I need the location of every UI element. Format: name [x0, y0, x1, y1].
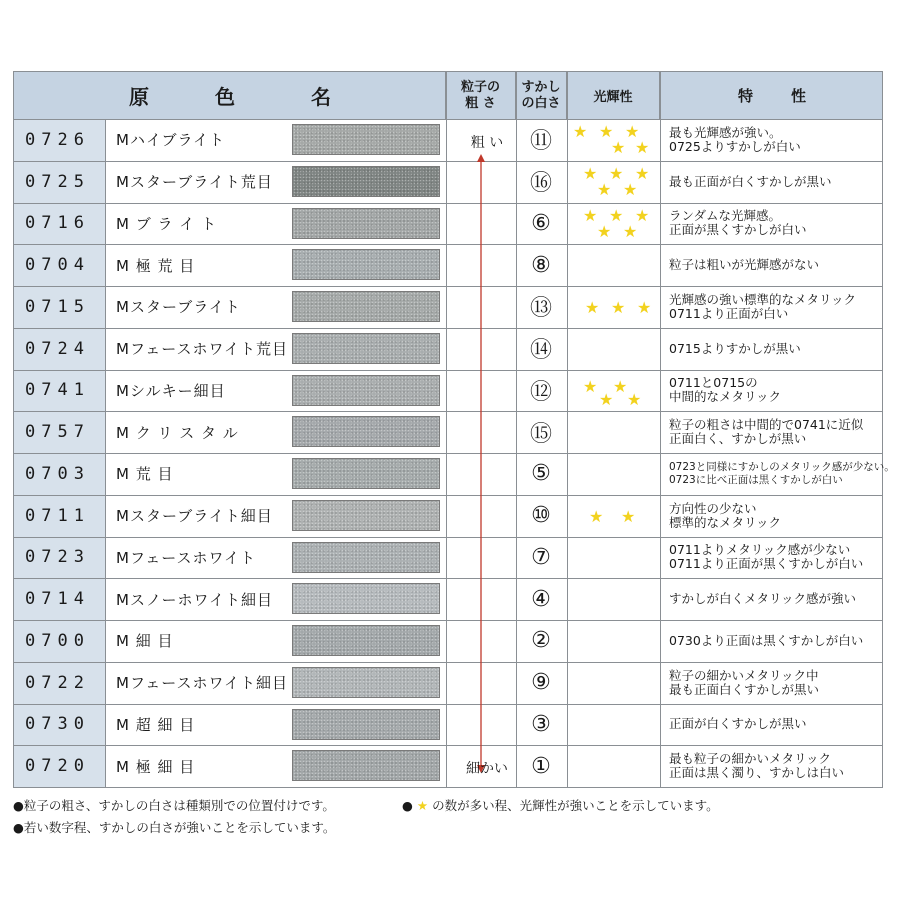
trait-line: 0711より正面が黒くすかしが白い	[669, 556, 864, 572]
sukashi-rank: ⑪	[529, 129, 552, 155]
star-icon: ★	[609, 163, 624, 183]
color-swatch	[292, 583, 440, 614]
brilliance-stars	[567, 203, 661, 245]
color-swatch	[292, 500, 440, 531]
brilliance-stars	[567, 704, 661, 746]
header-name-char: 名	[311, 85, 331, 109]
row-divider	[14, 578, 882, 579]
table-row	[14, 411, 882, 453]
star-icon: ★	[635, 163, 650, 183]
color-code: 0725	[14, 161, 106, 203]
color-code: 0703	[14, 453, 106, 495]
footnote-3-text: の数が多い程、光輝性が強いことを示しています。	[432, 798, 719, 813]
brilliance-stars	[567, 495, 661, 537]
color-name: M 細 目	[116, 632, 174, 651]
color-name: M 荒 目	[116, 465, 174, 484]
color-name: Mフェースホワイト細目	[116, 674, 288, 693]
column-divider	[446, 72, 447, 787]
star-icon: ★	[599, 389, 614, 409]
color-name: M 超 細 目	[116, 715, 196, 734]
header-particle	[446, 72, 516, 119]
color-swatch	[292, 458, 440, 489]
row-divider	[14, 203, 882, 204]
table-row	[14, 662, 882, 704]
sukashi-rank: ⑩	[531, 503, 551, 529]
trait-line: 正面が黒くすかしが白い	[669, 222, 807, 238]
table-row	[14, 578, 882, 620]
color-name: Mスターブライト荒目	[116, 173, 273, 192]
table-row	[14, 119, 882, 161]
star-icon: ★	[597, 179, 612, 199]
trait-line: 0723に比べ正面は黒くすかしが白い	[669, 473, 843, 486]
trait-line: 光輝感の強い標準的なメタリック	[669, 291, 857, 307]
header-brilliance-label: 光輝性	[593, 90, 633, 105]
trait-text	[669, 161, 883, 203]
trait-text	[669, 453, 895, 495]
color-code: 0757	[14, 411, 106, 453]
star-icon: ★	[583, 376, 598, 396]
trait-line: 粒子の細かいメタリック中	[669, 667, 819, 683]
sukashi-rank: ⑥	[531, 210, 551, 236]
star-icon: ★	[585, 298, 600, 317]
row-divider	[14, 620, 882, 621]
trait-line: 0711より正面が白い	[669, 305, 789, 321]
table-row	[14, 495, 882, 537]
table-row	[14, 453, 895, 495]
table-row	[14, 328, 882, 370]
sukashi-rank: ⑤	[531, 461, 551, 487]
brilliance-stars	[567, 411, 661, 453]
star-icon: ★	[627, 389, 642, 409]
color-name: M ク リ ス タ ル	[116, 423, 239, 442]
color-code: 0723	[14, 537, 106, 579]
footnote-2: ●若い数字程、すかしの白さが強いことを示しています。	[13, 820, 336, 835]
trait-text	[669, 620, 883, 662]
trait-line: 正面は黒く濁り、すかしは白い	[669, 765, 845, 781]
trait-line: 方向性の少ない	[669, 500, 757, 516]
row-divider	[14, 704, 882, 705]
trait-text	[669, 203, 883, 245]
sukashi-rank: ⑧	[531, 252, 551, 278]
table-row	[14, 286, 882, 328]
star-icon: ★	[583, 163, 598, 183]
header-name-char: 色	[215, 85, 235, 109]
color-swatch	[292, 291, 440, 322]
sukashi-rank: ⑦	[531, 544, 551, 570]
trait-text	[669, 411, 883, 453]
color-swatch	[292, 249, 440, 280]
color-code: 0724	[14, 328, 106, 370]
star-icon: ★	[599, 122, 614, 141]
trait-text	[669, 119, 883, 161]
color-code: 0720	[14, 745, 106, 787]
brilliance-stars	[567, 453, 661, 495]
brilliance-stars	[567, 620, 661, 662]
trait-line: 0711よりメタリック感が少ない	[669, 542, 851, 558]
sukashi-rank: ⑭	[529, 338, 552, 364]
trait-line: 最も粒子の細かいメタリック	[669, 751, 832, 767]
footnote-1: ●粒子の粗さ、すかしの白さは種類別での位置付けです。	[13, 798, 335, 813]
trait-line: 最も正面が白くすかしが黒い	[669, 173, 832, 189]
trait-line: 0730より正面は黒くすかしが白い	[669, 632, 864, 648]
trait-text	[669, 286, 883, 328]
row-divider	[14, 495, 882, 496]
brilliance-stars	[567, 119, 661, 161]
brilliance-stars	[567, 662, 661, 704]
brilliance-stars	[567, 161, 661, 203]
header-particle-line: 粗 さ	[465, 95, 496, 111]
table-row	[14, 745, 882, 787]
trait-line: ランダムな光輝感。	[669, 208, 782, 224]
color-name: Mハイブライト	[116, 131, 226, 150]
brilliance-stars	[567, 328, 661, 370]
sukashi-rank: ⑫	[529, 379, 552, 405]
sukashi-rank: ⑨	[531, 670, 551, 696]
header-sukashi-line: すかし	[521, 79, 561, 95]
sukashi-rank: ②	[531, 628, 551, 654]
trait-line: 標準的なメタリック	[669, 514, 782, 530]
star-icon: ★	[621, 506, 636, 526]
header-particle-line: 粒子の	[460, 79, 500, 95]
color-swatch	[292, 750, 440, 781]
row-divider	[14, 662, 882, 663]
trait-line: 0723と同様にすかしのメタリック感が少ない。	[669, 460, 895, 473]
sukashi-rank: ⑮	[529, 421, 552, 447]
footnote-bullet: ●	[402, 798, 413, 813]
trait-line: 最も光輝感が強い。	[669, 124, 782, 140]
particle-coarse-label: 粗 い	[470, 135, 504, 151]
star-icon: ★	[583, 205, 598, 225]
color-name: M 極 荒 目	[116, 256, 196, 275]
trait-text	[669, 244, 883, 286]
brilliance-stars	[567, 537, 661, 579]
color-table	[13, 71, 895, 788]
star-icon: ★	[611, 298, 626, 317]
table-row	[14, 244, 882, 286]
particle-arrow	[471, 152, 491, 777]
row-divider	[14, 286, 882, 287]
sukashi-rank: ④	[531, 586, 551, 612]
star-icon: ★	[625, 122, 640, 141]
row-divider	[14, 370, 882, 371]
row-divider	[14, 119, 882, 120]
trait-text	[669, 328, 883, 370]
trait-text	[669, 578, 883, 620]
brilliance-stars	[567, 578, 661, 620]
color-swatch	[292, 416, 440, 447]
trait-line: 最も正面白くすかしが黒い	[669, 681, 820, 697]
brilliance-stars	[567, 244, 661, 286]
table-row	[14, 203, 882, 245]
color-name: Mフェースホワイト	[116, 548, 256, 567]
trait-line: 粒子の粗さは中間的で0741に近似	[669, 417, 864, 433]
star-icon: ★	[637, 298, 652, 317]
color-swatch	[292, 625, 440, 656]
trait-line: 0715よりすかしが黒い	[669, 340, 801, 356]
particle-fine-label: 細かい	[466, 761, 508, 777]
row-divider	[14, 328, 882, 329]
footnote-3	[402, 796, 719, 814]
color-code: 0711	[14, 495, 106, 537]
trait-line: 粒子は粗いが光輝感がない	[669, 257, 820, 273]
color-code: 0730	[14, 704, 106, 746]
header-color-name	[14, 72, 446, 119]
star-icon: ★	[609, 205, 624, 225]
star-icon: ★	[635, 138, 650, 157]
row-divider	[14, 411, 882, 412]
brilliance-stars	[567, 370, 661, 412]
color-swatch	[292, 709, 440, 740]
color-code: 0722	[14, 662, 106, 704]
sukashi-rank: ⑯	[529, 171, 552, 197]
color-code: 0715	[14, 286, 106, 328]
star-icon: ★	[611, 138, 626, 157]
header-trait	[660, 72, 882, 119]
color-name: M 極 細 目	[116, 757, 196, 776]
row-divider	[14, 244, 882, 245]
color-name: Mシルキー細目	[116, 381, 226, 400]
color-code: 0714	[14, 578, 106, 620]
trait-text	[669, 537, 883, 579]
column-divider	[516, 72, 517, 787]
color-code: 0700	[14, 620, 106, 662]
trait-line: 正面白く、すかしが黒い	[669, 431, 807, 447]
header-trait-char: 特	[738, 87, 754, 105]
color-swatch	[292, 124, 440, 155]
star-icon: ★	[635, 205, 650, 225]
row-divider	[14, 161, 882, 162]
color-code: 0716	[14, 203, 106, 245]
trait-text	[669, 495, 883, 537]
color-code: 0726	[14, 119, 106, 161]
header-brilliance	[567, 72, 660, 119]
column-divider	[660, 72, 661, 787]
header-trait-char: 性	[791, 87, 807, 105]
row-divider	[14, 537, 882, 538]
trait-line: 中間的なメタリック	[669, 389, 782, 405]
color-name: Mフェースホワイト荒目	[116, 340, 288, 359]
star-icon: ★	[573, 122, 588, 141]
sukashi-rank: ③	[531, 711, 551, 737]
table-row	[14, 370, 882, 412]
star-icon: ★	[416, 798, 429, 813]
trait-line: 0711と0715の	[669, 375, 758, 391]
color-swatch	[292, 667, 440, 698]
color-name: Mスターブライト	[116, 298, 241, 317]
color-swatch	[292, 166, 440, 197]
sukashi-rank: ①	[531, 753, 551, 779]
column-divider	[567, 72, 568, 787]
table-header	[14, 72, 882, 119]
header-sukashi	[516, 72, 567, 119]
sukashi-rank: ⑬	[529, 296, 552, 322]
color-code: 0704	[14, 244, 106, 286]
header-sukashi-line: の白さ	[521, 95, 561, 111]
color-name: M ブ ラ イ ト	[116, 214, 218, 233]
star-icon: ★	[597, 221, 612, 241]
color-swatch	[292, 333, 440, 364]
trait-text	[669, 745, 883, 787]
trait-text	[669, 662, 883, 704]
table-row	[14, 704, 882, 746]
brilliance-stars	[567, 745, 661, 787]
color-swatch	[292, 375, 440, 406]
table-row	[14, 161, 882, 203]
trait-line: すかしが白くメタリック感が強い	[669, 591, 857, 607]
brilliance-stars	[567, 286, 661, 328]
star-icon: ★	[623, 179, 638, 199]
star-icon: ★	[589, 506, 604, 526]
color-name: Mスターブライト細目	[116, 507, 273, 526]
trait-text	[669, 370, 883, 412]
trait-text	[669, 704, 883, 746]
color-code: 0741	[14, 370, 106, 412]
star-icon: ★	[623, 221, 638, 241]
color-swatch	[292, 208, 440, 239]
trait-line: 0725よりすかしが白い	[669, 138, 801, 154]
color-swatch	[292, 542, 440, 573]
table-row	[14, 537, 882, 579]
row-divider	[14, 745, 882, 746]
header-name-char: 原	[129, 85, 149, 109]
star-icon: ★	[613, 376, 628, 396]
trait-line: 正面が白くすかしが黒い	[669, 716, 807, 732]
table-row	[14, 620, 882, 662]
color-name: Mスノーホワイト細目	[116, 590, 274, 609]
row-divider	[14, 453, 882, 454]
